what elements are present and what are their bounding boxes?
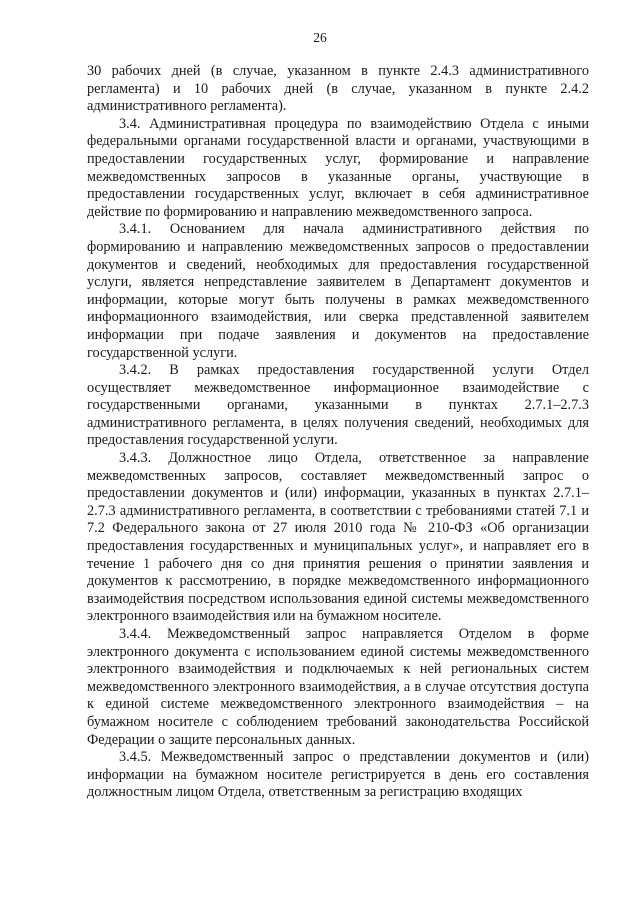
document-body xyxy=(87,63,589,802)
paragraph-continuation: 30 рабочих дней (в случае, указанном в пункте 2.4.3 административного регламента) и 10 рабочих дней (в случае, указанном в пункте 2.4.2 административного регламента). xyxy=(87,63,589,115)
paragraph-3-4-2: 3.4.2. В рамках предоставления государственной услуги Отдел осуществляет межведомственное информационное взаимодействие с государственными органами, указанными в пунктах 2.7.1–2.7.3 административного регламента, в целях получения сведений, необходимых для предоставления государственной услуги. xyxy=(87,362,589,449)
paragraph-3-4: 3.4. Административная процедура по взаимодействию Отдела с иными федеральными органами государственной власти и органами, участвующими в предоставлении государственных услуг, формирование и направление межведомственных запросов в указанные органы, участвующие в предоставлении государственных услуг, включает в себя административное действие по формированию и направлению межведомственного запроса. xyxy=(87,115,589,220)
page-number: 26 xyxy=(313,30,327,45)
paragraph-3-4-5: 3.4.5. Межведомственный запрос о представлении документов и (или) информации на бумажном носителе регистрируется в день его составления должностным лицом Отдела, ответственным за регистрацию входящих xyxy=(87,749,589,801)
paragraph-3-4-3: 3.4.3. Должностное лицо Отдела, ответственное за направление межведомственных запросов, составляет межведомственный запрос о предоставлении документов и (или) информации, указанных в пунктах 2.7.1–2.7.3 административного регламента, в соответствии с требованиями статей 7.1 и 7.2 Федерального закона от 27 июля 2010 года № 210-ФЗ «Об организации предоставления государственных и муниципальных услуг», и направляет его в течение 1 рабочего дня со дня принятия решения о принятии заявления и документов к рассмотрению, в порядке межведомственного информационного взаимодействия посредством использования единой системы межведомственного электронного взаимодействия или на бумажном носителе. xyxy=(87,450,589,625)
paragraph-3-4-1: 3.4.1. Основанием для начала административного действия по формированию и направлению межведомственных запросов о предоставлении документов и сведений, необходимых для предоставления государственной услуги, является непредставление заявителем в Департамент документов и информации, которые могут быть получены в рамках межведомственного информационного взаимодействия, или сверка представленной заявителем информации при подаче заявления и документов на предоставление государственной услуги. xyxy=(87,221,589,361)
paragraph-3-4-4: 3.4.4. Межведомственный запрос направляется Отделом в форме электронного документа с использованием единой системы межведомственного электронного взаимодействия и подключаемых к ней региональных систем межведомственного электронного взаимодействия, а в случае отсутствия доступа к единой системе межведомственного электронного взаимодействия – на бумажном носителе с соблюдением требований законодательства Российской Федерации о защите персональных данных. xyxy=(87,626,589,748)
